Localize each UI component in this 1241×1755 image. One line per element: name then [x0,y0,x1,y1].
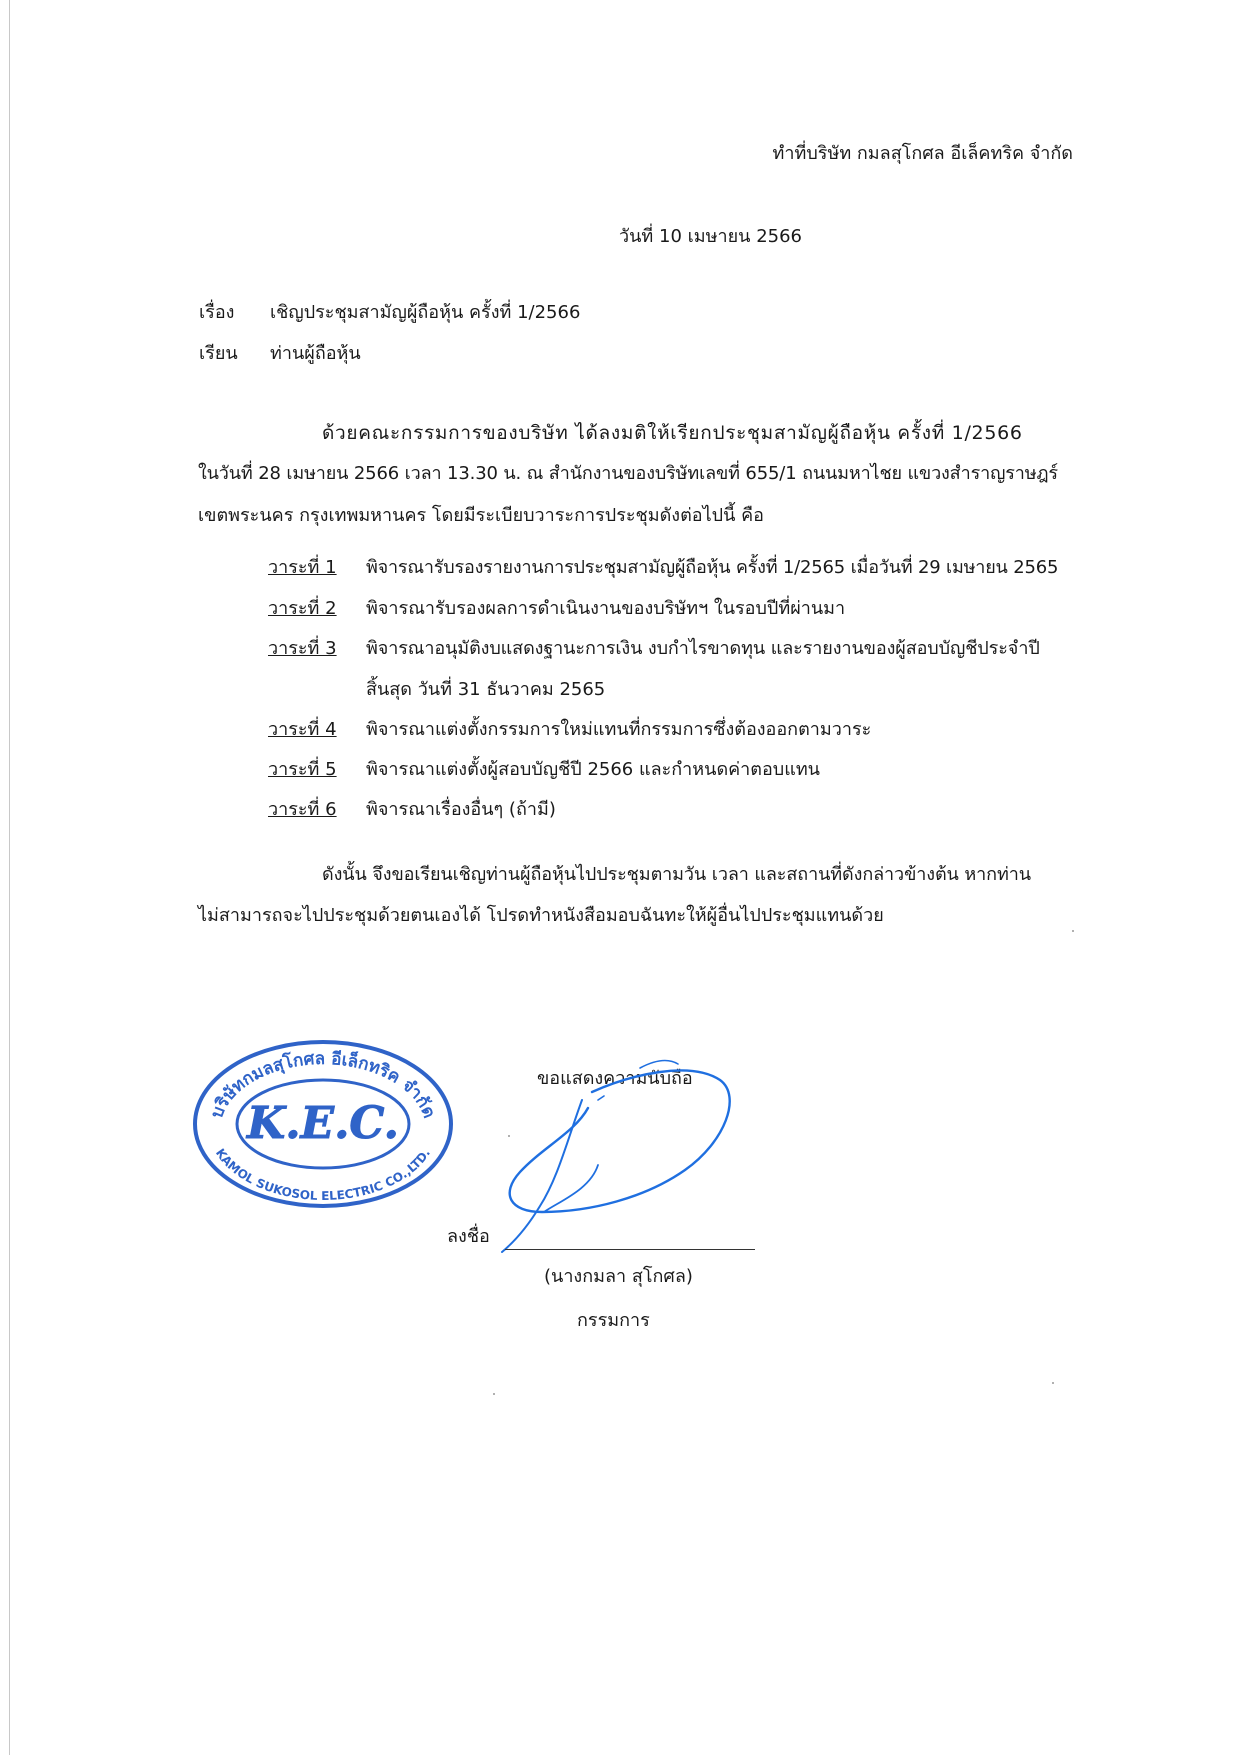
closing-line-1: ดังนั้น จึงขอเรียนเชิญท่านผู้ถือหุ้นไปประชุมตามวัน เวลา และสถานที่ดังกล่าวข้างต้น หากท่าน [322,864,1031,885]
sender-address: ทำที่บริษัท กมลสุโกศล อีเล็คทริค จำกัด [772,143,1073,164]
seal-top-text: บริษัทกมลสุโกศล อีเล็กทริค จำกัด [207,1048,439,1122]
intro-line-1: ด้วยคณะกรรมการของบริษัท ได้ลงมติให้เรียกประชุมสามัญผู้ถือหุ้น ครั้งที่ 1/2566 [322,422,1023,444]
closing-line-2: ไม่สามารถจะไปประชุมด้วยตนเองได้ โปรดทำหนังสือมอบฉันทะให้ผู้อื่นไปประชุมแทนด้วย [198,905,884,926]
scan-speck [493,1393,495,1395]
scan-speck [1052,1382,1054,1384]
scan-edge-line [9,0,10,1755]
signer-name: (นางกมลา สุโกศล) [544,1266,693,1287]
agenda-item-4-text: พิจารณาแต่งตั้งกรรมการใหม่แทนที่กรรมการซึ่งต้องออกตามวาระ [366,719,872,740]
agenda-item-1-text: พิจารณารับรองรายงานการประชุมสามัญผู้ถือหุ้น ครั้งที่ 1/2565 เมื่อวันที่ 29 เมษายน 2565 [366,557,1059,578]
sign-label: ลงชื่อ [447,1226,490,1247]
agenda-item-3-label: วาระที่ 3 [268,638,337,659]
regards-text: ขอแสดงความนับถือ [537,1068,693,1089]
recipient-label: เรียน [199,343,238,364]
letter-date: วันที่ 10 เมษายน 2566 [619,226,802,247]
recipient-text: ท่านผู้ถือหุ้น [270,343,361,364]
agenda-item-5-text: พิจารณาแต่งตั้งผู้สอบบัญชีปี 2566 และกำหนดค่าตอบแทน [366,759,820,780]
company-seal [190,1038,456,1210]
agenda-item-5-label: วาระที่ 5 [268,759,337,780]
signature-line [505,1249,755,1250]
agenda-item-6-label: วาระที่ 6 [268,799,337,820]
agenda-item-4-label: วาระที่ 4 [268,719,337,740]
svg-text:KAMOL SUKOSOL ELECTRIC CO.,LTD [213,1146,433,1203]
seal-center-text: K.E.C. [247,1098,399,1149]
intro-line-3: เขตพระนคร กรุงเทพมหานคร โดยมีระเบียบวาระการประชุมดังต่อไปนี้ คือ [198,505,764,526]
subject-label: เรื่อง [199,302,235,323]
agenda-item-2-label: วาระที่ 2 [268,598,337,619]
scan-speck [1072,930,1074,932]
agenda-item-6-text: พิจารณาเรื่องอื่นๆ (ถ้ามี) [366,799,556,820]
handwritten-signature [480,1030,750,1260]
seal-bottom-text: KAMOL SUKOSOL ELECTRIC CO.,LTD. [212,1146,434,1204]
subject-text: เชิญประชุมสามัญผู้ถือหุ้น ครั้งที่ 1/2566 [270,302,581,323]
agenda-item-2-text: พิจารณารับรองผลการดำเนินงานของบริษัทฯ ในรอบปีที่ผ่านมา [366,598,846,619]
scan-speck [508,1135,510,1137]
signer-position: กรรมการ [577,1310,650,1331]
agenda-item-3-text-2: สิ้นสุด วันที่ 31 ธันวาคม 2565 [366,679,606,700]
agenda-item-1-label: วาระที่ 1 [268,557,337,578]
agenda-item-3-text-1: พิจารณาอนุมัติงบแสดงฐานะการเงิน งบกำไรขาดทุน และรายงานของผู้สอบบัญชีประจำปี [366,638,1040,659]
intro-line-2: ในวันที่ 28 เมษายน 2566 เวลา 13.30 น. ณ สำนักงานของบริษัทเลขที่ 655/1 ถนนมหาไชย แขวงสำราญราษฎร์ [198,463,1058,484]
